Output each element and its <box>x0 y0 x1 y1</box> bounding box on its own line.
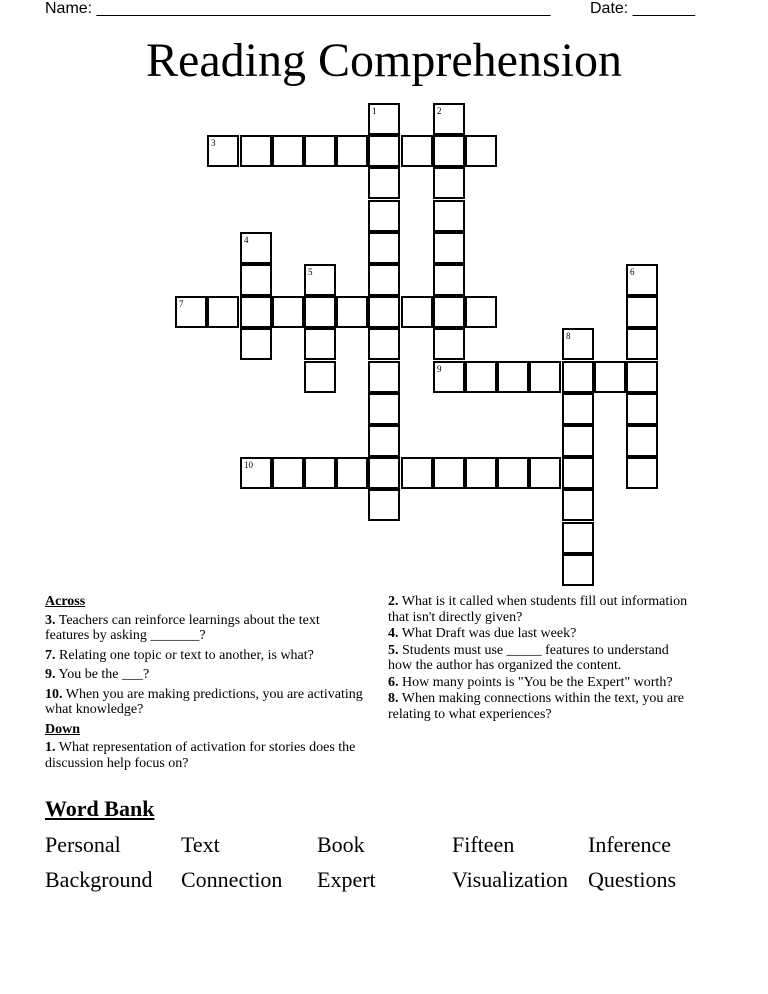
clue-across-3 <box>45 613 365 644</box>
word-bank-item: Questions <box>588 867 676 892</box>
crossword-cell[interactable] <box>304 457 336 489</box>
crossword-cell[interactable] <box>368 361 400 393</box>
clue-down-6 <box>388 675 688 691</box>
clue-number: 6. <box>388 674 399 690</box>
clue-number-label: 5 <box>308 267 313 277</box>
crossword-cell[interactable] <box>626 425 658 457</box>
clue-across-9 <box>45 667 365 683</box>
clues-left-column <box>45 594 365 775</box>
clue-number-label: 8 <box>566 331 571 341</box>
clue-text: What representation of activation for stories does the discussion help focus on? <box>45 740 356 771</box>
crossword-cell[interactable] <box>240 328 272 360</box>
crossword-cell[interactable] <box>433 264 465 296</box>
word-bank-item: Book <box>317 832 365 857</box>
crossword-cell[interactable] <box>207 135 239 167</box>
clue-down-1 <box>45 740 365 771</box>
crossword-cell[interactable] <box>368 103 400 135</box>
crossword-cell[interactable] <box>240 457 272 489</box>
clue-number: 9. <box>45 667 56 682</box>
crossword-cell[interactable] <box>497 361 529 393</box>
crossword-cell[interactable] <box>304 328 336 360</box>
crossword-cell[interactable] <box>594 361 626 393</box>
crossword-cell[interactable] <box>562 328 594 360</box>
clue-number-label: 10 <box>244 460 253 470</box>
crossword-cell[interactable] <box>562 554 594 586</box>
crossword-cell[interactable] <box>433 457 465 489</box>
crossword-cell[interactable] <box>368 264 400 296</box>
crossword-cell[interactable] <box>401 457 433 489</box>
crossword-cell[interactable] <box>433 103 465 135</box>
crossword-cell[interactable] <box>562 522 594 554</box>
clue-text: What is it called when students fill out information that isn't directly given? <box>388 594 688 625</box>
date-line[interactable]: Date: _______ <box>590 0 695 17</box>
crossword-cell[interactable] <box>465 457 497 489</box>
crossword-cell[interactable] <box>529 361 561 393</box>
clue-number-label: 9 <box>437 364 442 374</box>
word-bank-item: Text <box>181 832 220 857</box>
clue-down-2 <box>388 594 688 625</box>
clue-text: What Draft was due last week? <box>398 626 577 641</box>
crossword-cell[interactable] <box>304 361 336 393</box>
crossword-cell[interactable] <box>562 457 594 489</box>
crossword-cell[interactable] <box>433 328 465 360</box>
crossword-cell[interactable] <box>401 135 433 167</box>
page-title: Reading Comprehension <box>146 34 622 87</box>
crossword-cell[interactable] <box>336 457 368 489</box>
word-bank-title: Word Bank <box>45 796 155 821</box>
clue-text: Students must use _____ features to understand how the author has organized the content. <box>388 642 669 673</box>
clue-text: Teachers can reinforce learnings about the text features by asking _______? <box>45 612 320 643</box>
crossword-cell[interactable] <box>626 264 658 296</box>
crossword-cell[interactable] <box>626 361 658 393</box>
crossword-cell[interactable] <box>562 361 594 393</box>
crossword-cell[interactable] <box>562 489 594 521</box>
clue-text: When you are making predictions, you are activating what knowledge? <box>45 686 363 717</box>
crossword-cell[interactable] <box>368 328 400 360</box>
clue-number-label: 4 <box>244 235 249 245</box>
crossword-cell[interactable] <box>626 393 658 425</box>
clue-number: 1. <box>45 740 56 755</box>
crossword-cell[interactable] <box>207 296 239 328</box>
crossword-cell[interactable] <box>368 457 400 489</box>
crossword-cell[interactable] <box>304 296 336 328</box>
crossword-cell[interactable] <box>240 264 272 296</box>
crossword-cell[interactable] <box>433 361 465 393</box>
clue-number: 7. <box>45 647 56 663</box>
clue-down-5 <box>388 643 688 674</box>
clue-number: 10. <box>45 686 63 702</box>
crossword-cell[interactable] <box>368 393 400 425</box>
clue-number-label: 6 <box>630 267 635 277</box>
crossword-cell[interactable] <box>336 296 368 328</box>
crossword-cell[interactable] <box>433 296 465 328</box>
crossword-cell[interactable] <box>497 457 529 489</box>
clue-text: You be the ___? <box>55 667 150 682</box>
clue-across-7 <box>45 648 365 664</box>
crossword-cell[interactable] <box>433 167 465 199</box>
word-bank-item: Inference <box>588 832 672 857</box>
clue-number-label: 3 <box>211 138 216 148</box>
crossword-cell[interactable] <box>240 296 272 328</box>
word-bank-item: Visualization <box>452 867 568 892</box>
crossword-cell[interactable] <box>626 328 658 360</box>
crossword-cell[interactable] <box>240 232 272 264</box>
crossword-cell[interactable] <box>433 232 465 264</box>
crossword-cell[interactable] <box>175 296 207 328</box>
clue-down-8 <box>388 691 688 722</box>
word-bank-item: Background <box>45 867 153 892</box>
word-bank-item: Fifteen <box>452 832 515 857</box>
down-heading: Down <box>45 721 81 737</box>
crossword-cell[interactable] <box>240 135 272 167</box>
crossword-cell[interactable] <box>368 200 400 232</box>
crossword-cell[interactable] <box>272 135 304 167</box>
name-line[interactable]: Name: ___________________________________________________ <box>45 0 551 17</box>
clue-across-10 <box>45 687 365 718</box>
crossword-cell[interactable] <box>368 232 400 264</box>
crossword-cell[interactable] <box>562 393 594 425</box>
crossword-cell[interactable] <box>368 489 400 521</box>
crossword-cell[interactable] <box>336 135 368 167</box>
crossword-cell[interactable] <box>562 425 594 457</box>
word-bank-item: Connection <box>181 867 283 892</box>
clue-number-label: 7 <box>179 299 184 309</box>
crossword-cell[interactable] <box>401 296 433 328</box>
crossword-cell[interactable] <box>304 135 336 167</box>
crossword-cell[interactable] <box>465 296 497 328</box>
word-bank-item: Personal <box>45 832 121 857</box>
clues-right-column <box>388 594 688 723</box>
clue-number: 3. <box>45 612 56 628</box>
crossword-cell[interactable] <box>626 296 658 328</box>
crossword-cell[interactable] <box>465 135 497 167</box>
crossword-cell[interactable] <box>433 200 465 232</box>
clue-number: 8. <box>388 691 399 706</box>
crossword-cell[interactable] <box>272 296 304 328</box>
clue-down-4 <box>388 626 688 642</box>
crossword-cell[interactable] <box>433 135 465 167</box>
crossword-cell[interactable] <box>272 457 304 489</box>
crossword-cell[interactable] <box>368 167 400 199</box>
clue-number-label: 1 <box>372 106 377 116</box>
word-bank-item: Expert <box>317 867 376 892</box>
clue-number-label: 2 <box>437 106 442 116</box>
crossword-cell[interactable] <box>368 425 400 457</box>
clue-number: 4. <box>388 626 399 641</box>
across-heading: Across <box>45 594 86 609</box>
clue-text: Relating one topic or text to another, is what? <box>55 647 314 663</box>
crossword-cell[interactable] <box>529 457 561 489</box>
crossword-cell[interactable] <box>304 264 336 296</box>
crossword-cell[interactable] <box>626 457 658 489</box>
clue-number: 5. <box>388 642 399 658</box>
clue-text: How many points is "You be the Expert" worth? <box>398 674 673 690</box>
clue-number: 2. <box>388 594 399 609</box>
crossword-cell[interactable] <box>368 296 400 328</box>
crossword-cell[interactable] <box>368 135 400 167</box>
clue-text: When making connections within the text, you are relating to what experiences? <box>388 691 685 722</box>
crossword-cell[interactable] <box>465 361 497 393</box>
